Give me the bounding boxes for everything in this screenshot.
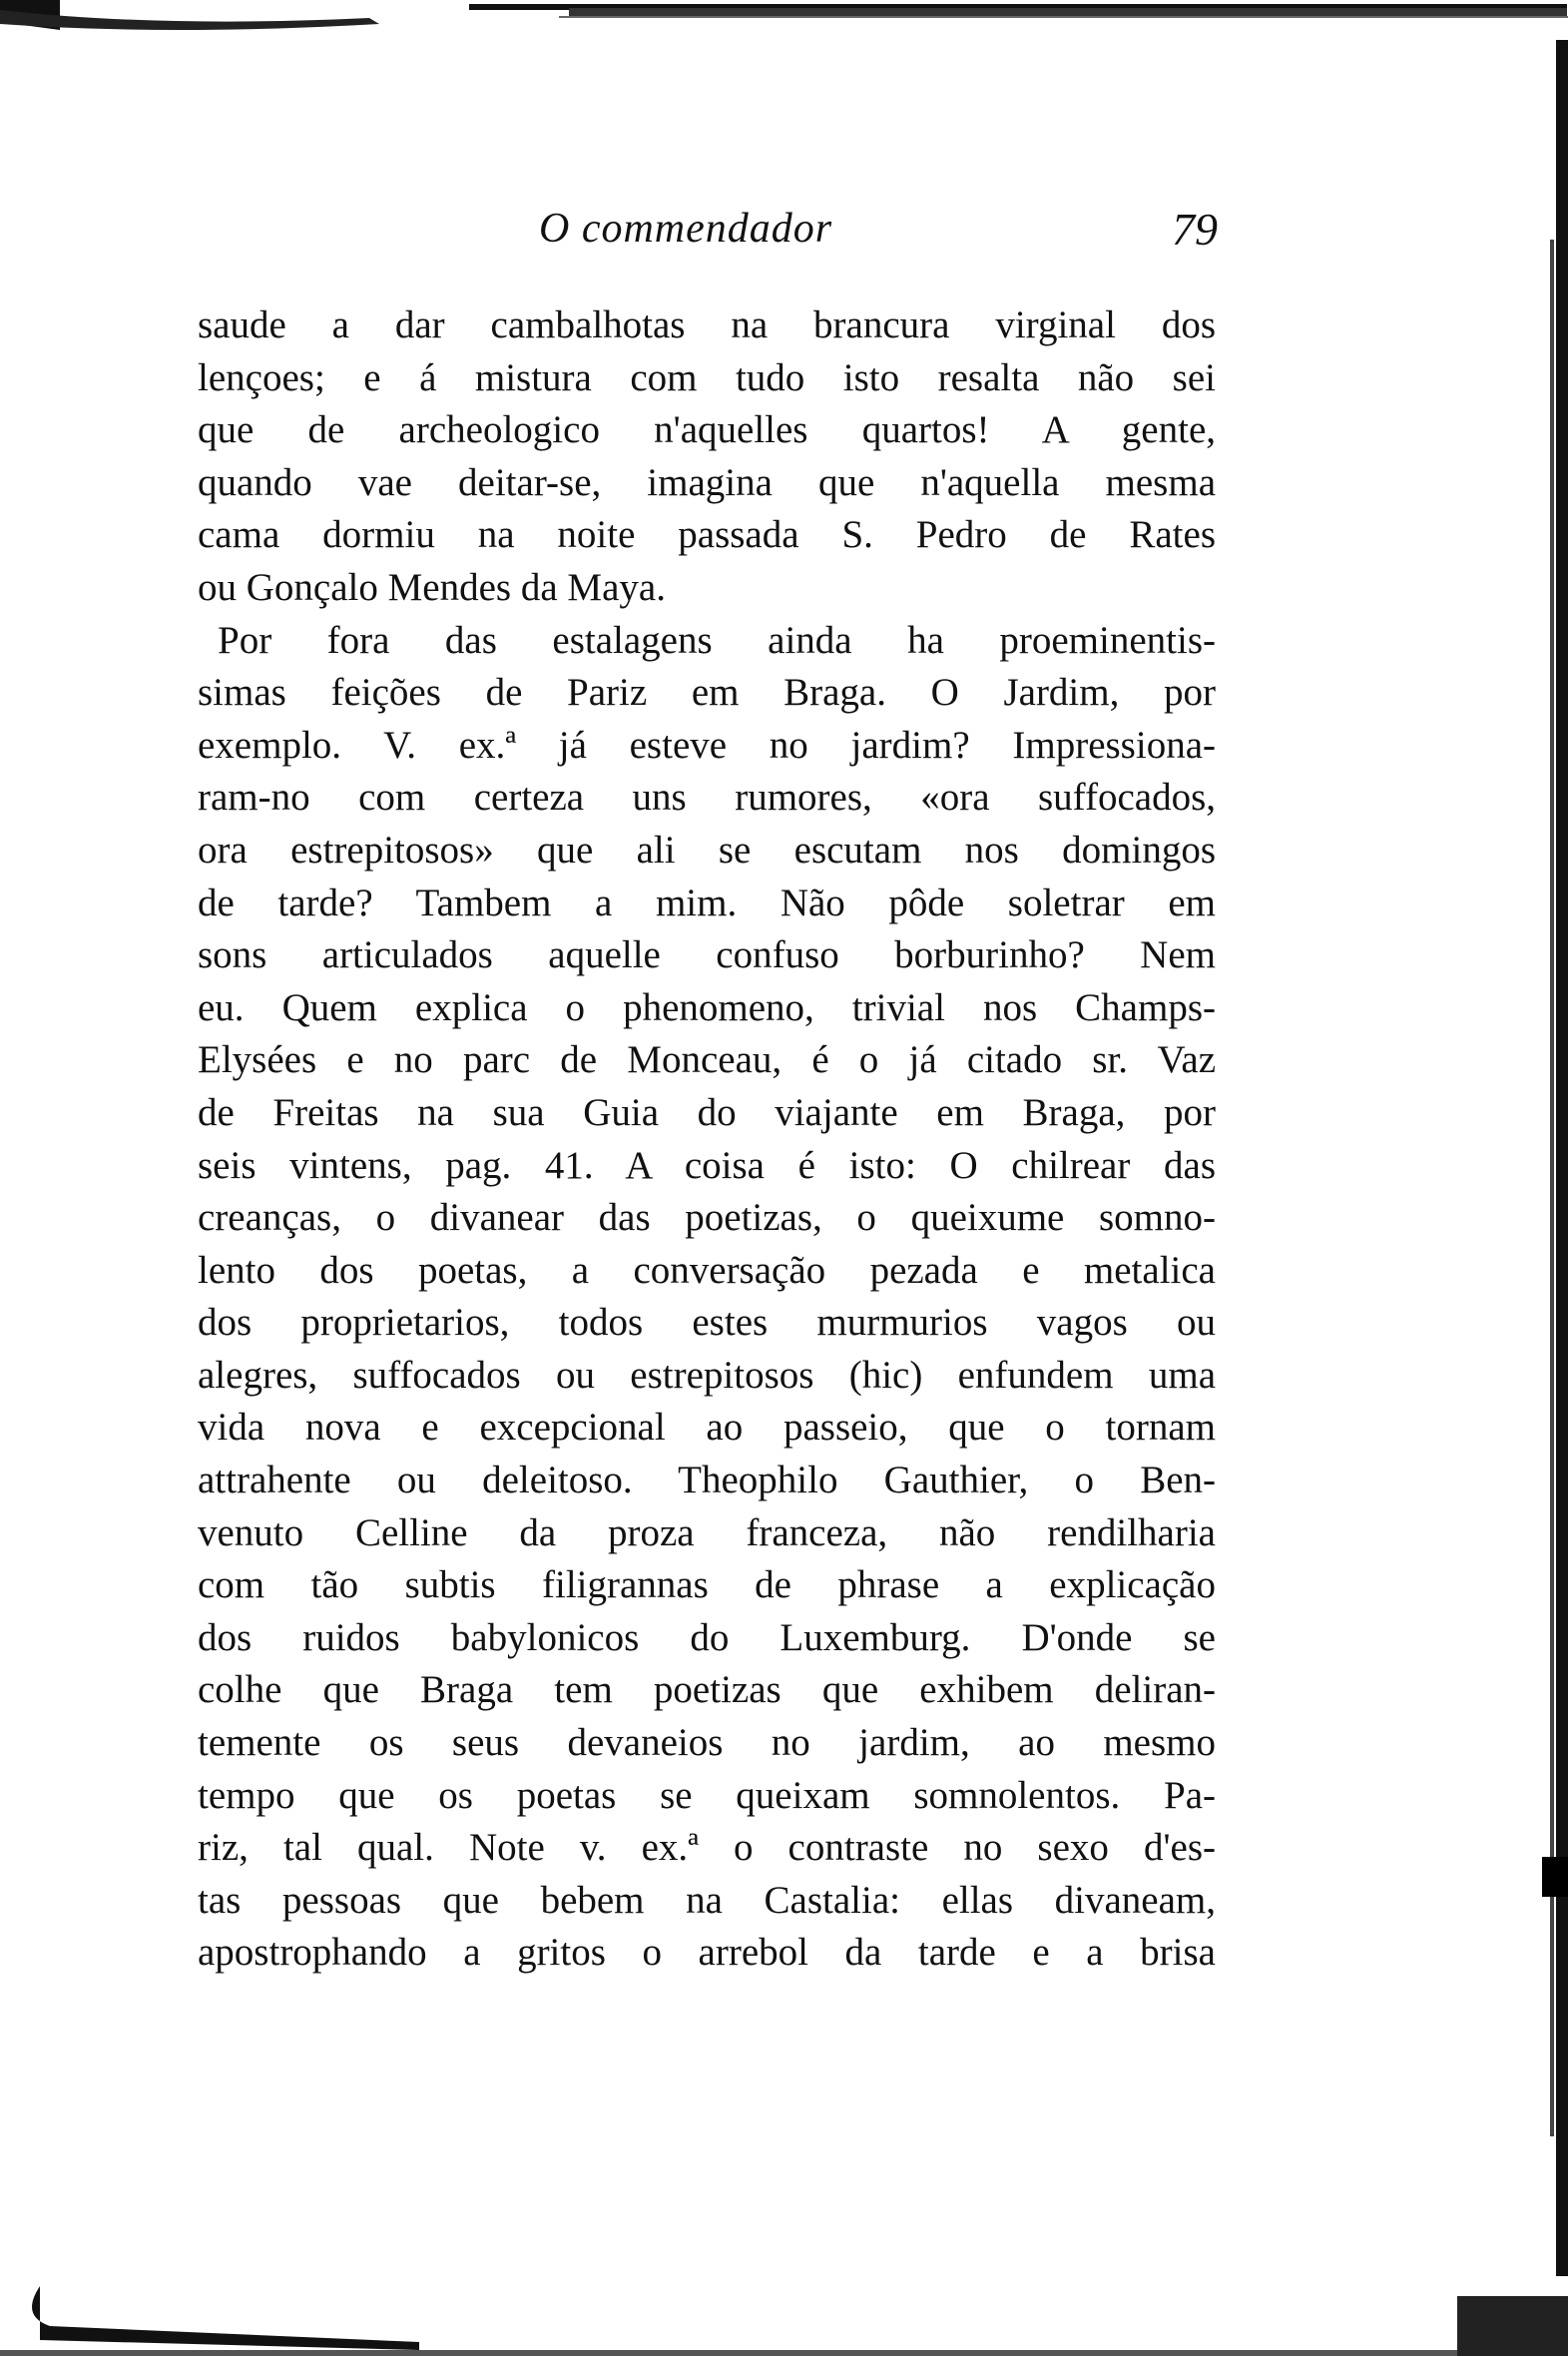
text-line: alegres, suffocados ou estrepitosos (hic) enfundem uma [198,1353,1216,1397]
scan-top-edge-artifact [0,0,1568,48]
text-line: saude a dar cambalhotas na brancura virginal dos [198,303,1216,346]
text-line: ou Gonçalo Mendes da Maya. [198,565,666,609]
text-line: colhe que Braga tem poetizas que exhibem deliran- [198,1668,1216,1712]
text-line: vida nova e excepcional ao passeio, que o tornam [198,1406,1216,1450]
text-line: de tarde? Tambem a mim. Não pôde soletrar em [198,881,1216,924]
text-line: com tão subtis filigrannas de phrase a explicação [198,1563,1216,1607]
scan-bottom-edge-artifact [0,2276,1568,2356]
text-line: que de archeologico n'aquelles quartos! A gente, [198,408,1216,452]
text-line: lento dos poetas, a conversação pezada e metalica [198,1248,1216,1292]
scan-right-edge-artifact [1542,40,1568,2276]
text-line: cama dormiu na noite passada S. Pedro de Rates [198,513,1216,557]
text-line: lençoes; e á mistura com tudo isto resalta não sei [198,355,1216,399]
text-line: apostrophando a gritos o arrebol da tarde e a brisa [198,1931,1216,1975]
text-line: exemplo. V. ex.ª já esteve no jardim? Impressiona- [198,723,1216,767]
text-line: seis vintens, pag. 41. A coisa é isto: O chilrear das [198,1143,1216,1187]
text-line: Por fora das estalagens ainda ha proeminentis- [218,618,1216,662]
text-line: dos ruidos babylonicos do Luxemburg. D'onde se [198,1615,1216,1659]
text-line: riz, tal qual. Note v. ex.ª o contraste no sexo d'es- [198,1826,1216,1870]
text-line: de Freitas na sua Guia do viajante em Braga, por [198,1090,1216,1134]
running-head [539,205,1218,265]
text-line: temente os seus devaneios no jardim, ao mesmo [198,1721,1216,1765]
text-line: dos proprietarios, todos estes murmurios vagos ou [198,1301,1216,1345]
text-line: sons articulados aquelle confuso borburinho? Nem [198,933,1216,977]
body-text [198,299,1216,1980]
text-line: venuto Celline da proza franceza, não rendilharia [198,1510,1216,1554]
text-line: quando vae deitar-se, imagina que n'aquella mesma [198,460,1216,504]
text-line: ram-no com certeza uns rumores, «ora suffocados, [198,776,1216,820]
text-line: ora estrepitosos» que ali se escutam nos domingos [198,828,1216,872]
text-line: attrahente ou deleitoso. Theophilo Gauthier, o Ben- [198,1459,1216,1502]
text-line: Elysées e no parc de Monceau, é o já citado sr. Vaz [198,1038,1216,1082]
running-title: O commendador [539,206,833,252]
text-line: eu. Quem explica o phenomeno, trivial nos Champs- [198,985,1216,1029]
text-line: tempo que os poetas se queixam somnolentos. Pa- [198,1773,1216,1817]
page-number: 79 [1172,204,1218,255]
text-line: creanças, o divanear das poetizas, o queixume somno- [198,1196,1216,1240]
text-line: simas feições de Pariz em Braga. O Jardim, por [198,671,1216,715]
text-line: tas pessoas que bebem na Castalia: ellas divaneam, [198,1878,1216,1922]
